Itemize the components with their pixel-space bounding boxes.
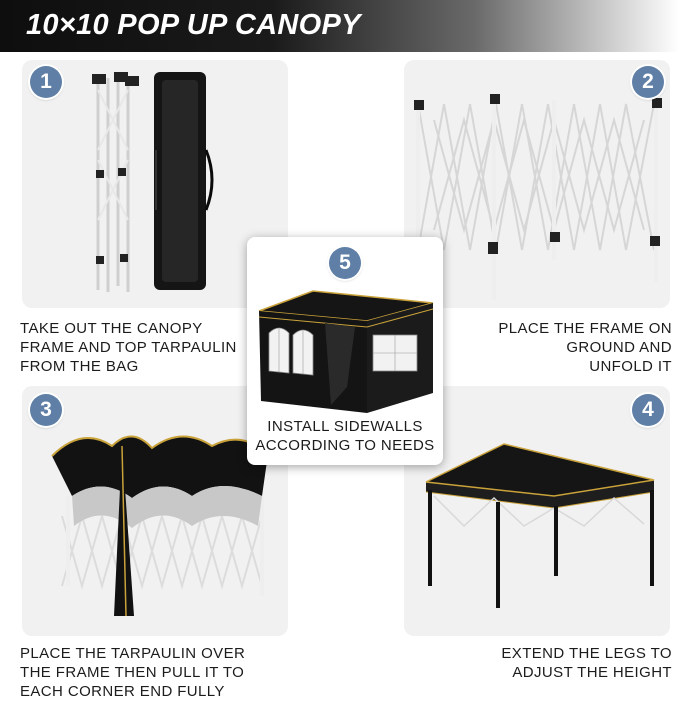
caption-line: FROM THE BAG (20, 358, 139, 375)
caption-line: EXTEND THE LEGS TO (501, 645, 672, 662)
step-5-badge: 5 (329, 247, 361, 279)
step-5-caption (247, 417, 443, 455)
step-1-caption (20, 319, 237, 376)
caption-line: EACH CORNER END FULLY (20, 683, 225, 700)
header-banner (0, 0, 679, 52)
caption-line: INSTALL SIDEWALLS (267, 418, 423, 435)
step-4-caption (501, 644, 672, 682)
step-5-card (247, 237, 443, 465)
caption-line: FRAME AND TOP TARPAULIN (20, 339, 237, 356)
caption-line: PLACE THE FRAME ON (498, 320, 672, 337)
canopy-extended-illustration (404, 386, 670, 636)
step-2-image (404, 60, 670, 308)
step-2-badge: 2 (632, 66, 664, 98)
step-1-badge: 1 (30, 66, 62, 98)
step-4-image (404, 386, 670, 636)
caption-line: TAKE OUT THE CANOPY (20, 320, 203, 337)
step-3-caption (20, 644, 245, 701)
caption-line: ACCORDING TO NEEDS (255, 437, 435, 454)
caption-line: UNFOLD IT (589, 358, 672, 375)
step-4-badge: 4 (632, 394, 664, 426)
unfolded-frame-illustration (404, 60, 670, 308)
step-2-caption (498, 319, 672, 376)
caption-line: THE FRAME THEN PULL IT TO (20, 664, 245, 681)
caption-line: PLACE THE TARPAULIN OVER (20, 645, 246, 662)
page-title: 10×10 POP UP CANOPY (26, 9, 361, 41)
caption-line: ADJUST THE HEIGHT (512, 664, 672, 681)
step-3-badge: 3 (30, 394, 62, 426)
caption-line: GROUND AND (566, 339, 672, 356)
